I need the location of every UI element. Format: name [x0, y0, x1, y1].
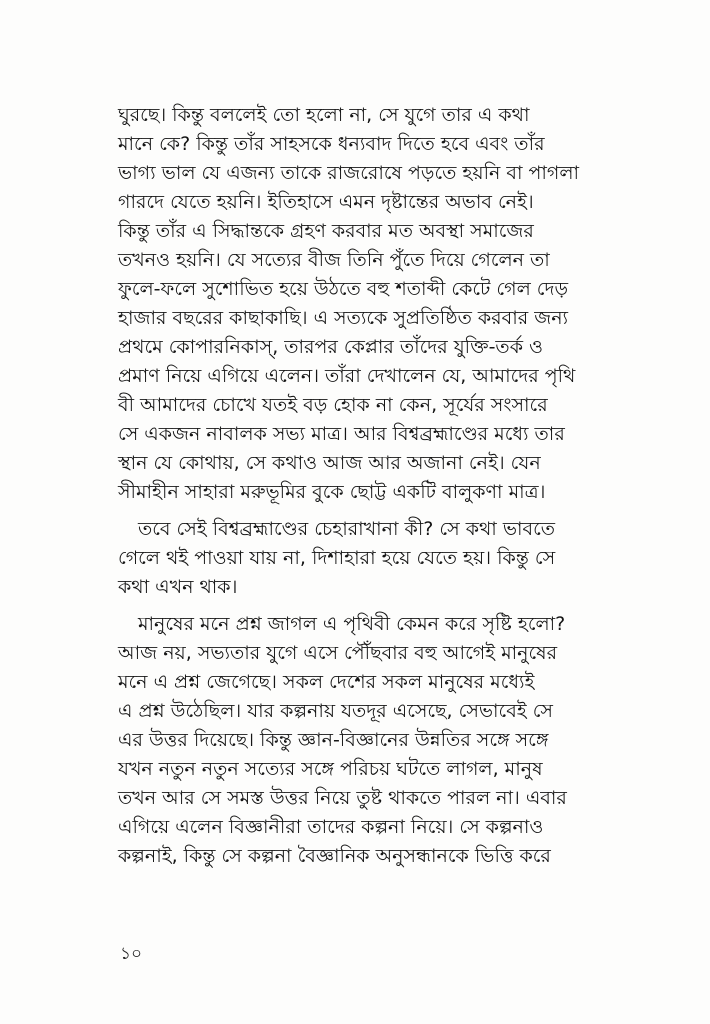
text-line: প্রথমে কোপারনিকাস্, তারপর কেপ্লার তাঁদের যুক্তি-তর্ক ও — [118, 336, 544, 358]
text-line: মনে এ প্রশ্ন জেগেছে। সকল দেশের সকল মানুষের মধ্যেই — [118, 671, 535, 693]
text-line: আজ নয়, সভ্যতার যুগে এসে পৌঁছবার বহু আগেই মানুষের — [118, 642, 558, 664]
text-line: তবে সেই বিশ্বব্রহ্মাণ্ডের চেহারাখানা কী? সে কথা ভাবতে — [138, 518, 555, 540]
paragraph-1 — [118, 101, 580, 507]
text-line: এ প্রশ্ন উঠেছিল। যার কল্পনায় যতদূর এসেছে, সেভাবেই সে — [118, 700, 553, 722]
text-line: কথা এখন থাক। — [118, 576, 238, 598]
text-line: গারদে যেতে হয়নি। ইতিহাসে এমন দৃষ্টান্তের অভাব নেই। — [118, 191, 534, 213]
text-line: গেলে থই পাওয়া যায় না, দিশাহারা হয়ে যেতে হয়। কিন্তু সে — [118, 547, 556, 569]
text-line: হাজার বছরের কাছাকাছি। এ সত্যকে সুপ্রতিষ্ঠিত করবার জন্য — [118, 307, 569, 329]
paragraph-2 — [118, 515, 564, 602]
text-line: সে একজন নাবালক সভ্য মাত্র। আর বিশ্বব্রহ্মাণ্ডের মধ্যে তার — [118, 423, 565, 445]
paragraph-3 — [118, 610, 567, 871]
text-line: তখনও হয়নি। যে সত্যের বীজ তিনি পুঁতে দিয়ে গেলেন তা — [118, 249, 550, 271]
text-line: এর উত্তর দিয়েছে। কিন্তু জ্ঞান-বিজ্ঞানের উন্নতির সঙ্গে সঙ্গে — [118, 729, 549, 751]
page-number: ১০ — [120, 944, 143, 964]
text-line: কল্পনাই, কিন্তু সে কল্পনা বৈজ্ঞানিক অনুসন্ধানকে ভিত্তি করে — [118, 845, 551, 867]
text-line: এগিয়ে এলেন বিজ্ঞানীরা তাদের কল্পনা নিয়ে। সে কল্পনাও — [118, 816, 544, 838]
body-text — [118, 101, 580, 871]
text-line: মানুষের মনে প্রশ্ন জাগল এ পৃথিবী কেমন করে সৃষ্টি হলো? — [138, 613, 566, 635]
text-line: স্থান যে কোথায়, সে কথাও আজ আর অজানা নেই। যেন — [118, 452, 541, 474]
text-line: মানে কে? কিন্তু তাঁর সাহসকে ধন্যবাদ দিতে হবে এবং তাঁর — [118, 133, 545, 155]
text-line: ফুলে-ফলে সুশোভিত হয়ে উঠতে বহু শতাব্দী কেটে গেল দেড় — [118, 278, 569, 300]
text-line: সীমাহীন সাহারা মরুভূমির বুকে ছোট্ট একটি বালুকণা মাত্র। — [118, 481, 546, 503]
text-line: ঘুরছে। কিন্তু বললেই তো হলো না, সে যুগে তার এ কথা — [118, 104, 530, 126]
text-line: কিন্তু তাঁর এ সিদ্ধান্তকে গ্রহণ করবার মত অবস্থা সমাজের — [118, 220, 534, 242]
text-line: প্রমাণ নিয়ে এগিয়ে এলেন। তাঁরা দেখালেন যে, আমাদের পৃথি — [118, 365, 576, 387]
text-line: বী আমাদের চোখে যতই বড় হোক না কেন, সূর্যের সংসারে — [118, 394, 548, 416]
text-line: তখন আর সে সমস্ত উত্তর নিয়ে তুষ্ট থাকতে পারল না। এবার — [118, 787, 567, 809]
text-line: যখন নতুন নতুন সত্যের সঙ্গে পরিচয় ঘটতে লাগল, মানুষ — [118, 758, 543, 780]
text-line: ভাগ্য ভাল যে এজন্য তাকে রাজরোষে পড়তে হয়নি বা পাগলা — [118, 162, 580, 184]
